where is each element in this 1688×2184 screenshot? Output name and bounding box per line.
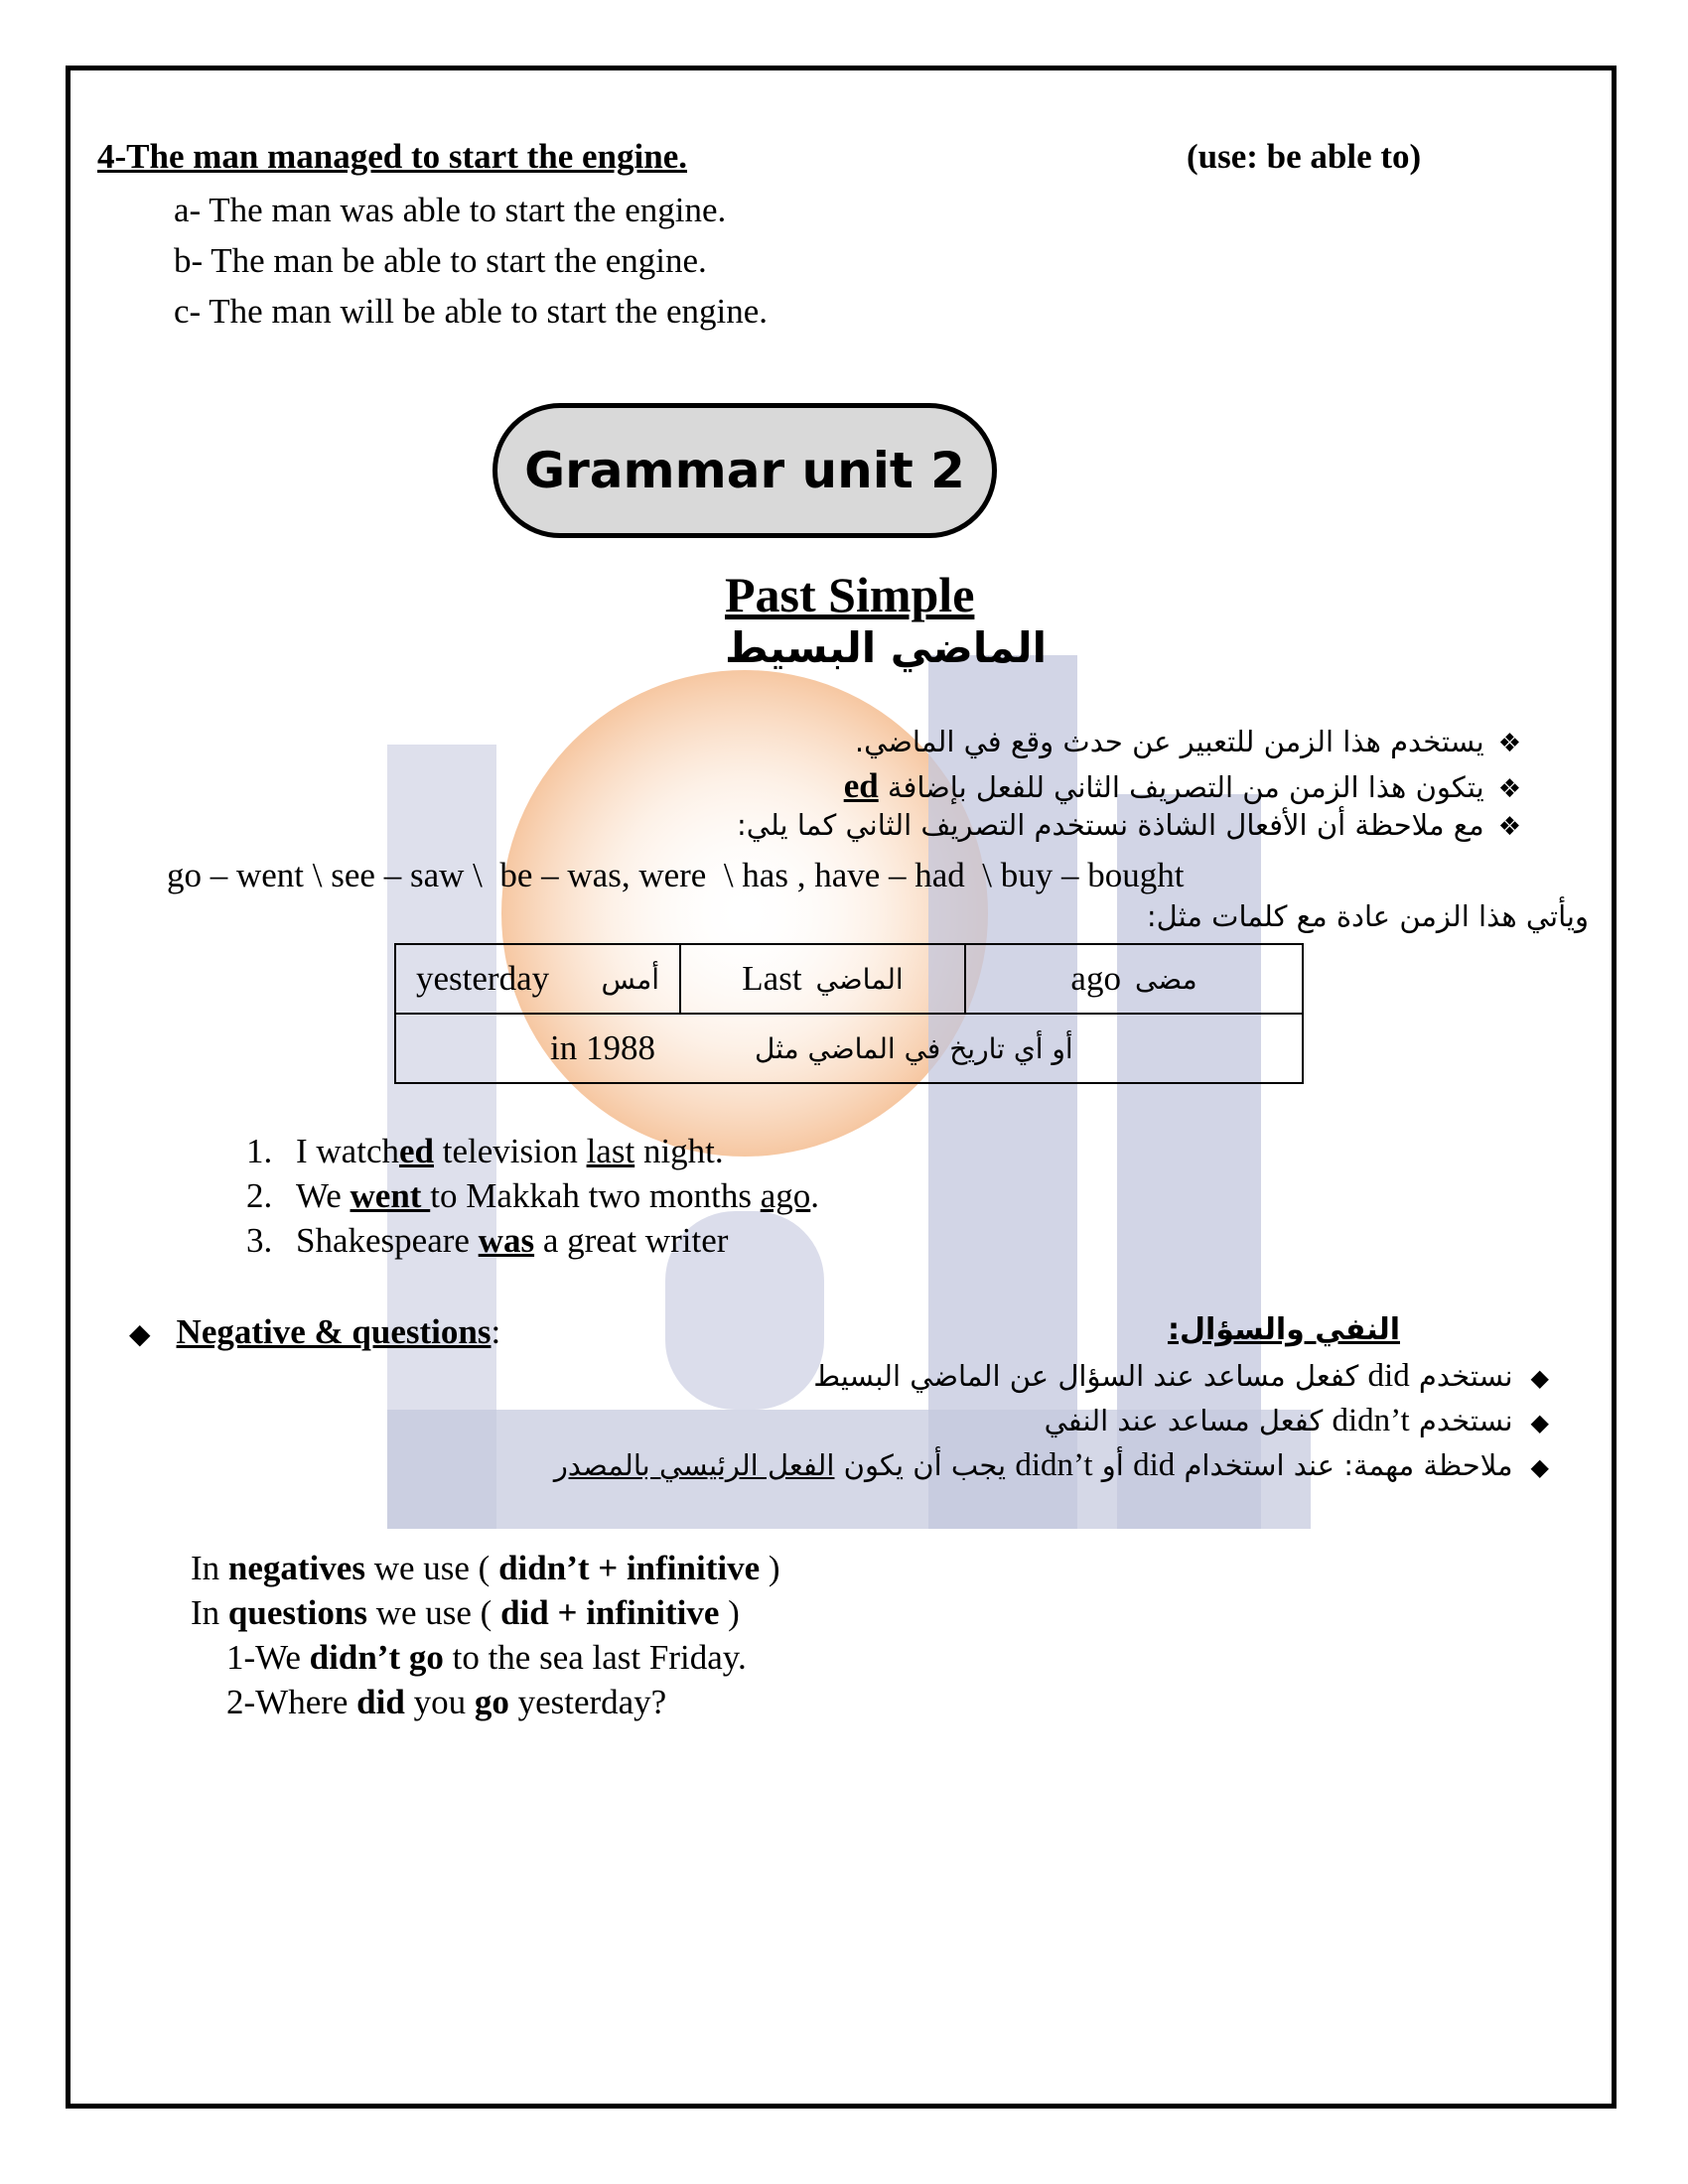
diamond-bullet-icon: ◆ xyxy=(129,1319,151,1350)
usage-bullet-3: ❖مع ملاحظة أن الأفعال الشاذة نستخدم التصريف الثاني كما يلي: xyxy=(737,808,1521,842)
usage-bullet-1: ❖يستخدم هذا الزمن للتعبير عن حدث وقع في الماضي. xyxy=(854,725,1521,758)
section-heading-en: Past Simple xyxy=(725,567,975,622)
table-cell xyxy=(395,1014,1303,1083)
table-row xyxy=(395,944,1303,1014)
diamond-bullet-icon: ◆ xyxy=(1530,1364,1549,1392)
negatives-bullet-3: ◆ملاحظة مهمة: عند استخدام did أو didn’t يجب أن يكون الفعل الرئيسي بالمصدر xyxy=(553,1447,1549,1483)
negatives-bullet-1: ◆نستخدم did كفعل مساعد عند السؤال عن الماضي البسيط xyxy=(813,1358,1549,1394)
unit-title-pill xyxy=(492,403,997,538)
time-word-ar: مضى xyxy=(1134,962,1197,996)
table-row xyxy=(395,1014,1303,1083)
diamond-bullet-icon: ❖ xyxy=(1497,729,1521,758)
question-title: 4-The man managed to start the engine. xyxy=(97,137,687,176)
irregular-verbs-line: go – went \ see – saw \ be – was, were \ has , have – had \ buy – bought xyxy=(167,856,1185,894)
unit-label: Grammar unit 2 xyxy=(524,442,965,499)
rule-example-1: 1-We didn’t go to the sea last Friday. xyxy=(226,1638,747,1677)
date-example-ar: أو أي تاريخ في الماضي مثل xyxy=(754,1031,1073,1065)
ed-suffix: ed xyxy=(843,766,879,805)
section-heading-ar: الماضي البسيط xyxy=(725,623,1047,672)
rule-questions: In questions we use ( did + infinitive ) xyxy=(191,1593,740,1632)
diamond-bullet-icon: ◆ xyxy=(1530,1409,1549,1436)
table-cell xyxy=(680,944,965,1014)
negatives-heading-ar: النفي والسؤال: xyxy=(1167,1312,1400,1347)
time-word-en: Last xyxy=(742,959,802,998)
time-words-table xyxy=(394,943,1304,1084)
example-2: 2. We went to Makkah two months ago. xyxy=(246,1176,819,1215)
table-cell xyxy=(395,944,680,1014)
diamond-bullet-icon: ❖ xyxy=(1497,812,1521,842)
time-word-en: ago xyxy=(1070,959,1121,998)
negatives-bullet-2: ◆نستخدم didn’t كفعل مساعد عند النفي xyxy=(1044,1403,1549,1438)
rule-negatives: In negatives we use ( didn’t + infinitive ) xyxy=(191,1549,780,1587)
rule-example-2: 2-Where did you go yesterday? xyxy=(226,1683,667,1721)
option-b: b- The man be able to start the engine. xyxy=(174,241,707,280)
time-words-intro: ويأتي هذا الزمن عادة مع كلمات مثل: xyxy=(1146,899,1589,933)
negatives-heading: ◆ Negative & questions: xyxy=(129,1312,501,1351)
date-example: in 1988 xyxy=(550,1028,655,1067)
time-word-en: yesterday xyxy=(416,959,550,998)
time-word-ar: أمس xyxy=(601,962,659,996)
question-hint: (use: be able to) xyxy=(1187,137,1422,176)
option-c: c- The man will be able to start the engine. xyxy=(174,292,769,331)
usage-bullet-2: ❖يتكون هذا الزمن من التصريف الثاني للفعل بإضافة ed xyxy=(843,766,1521,805)
example-3: 3. Shakespeare was a great writer xyxy=(246,1221,729,1260)
example-1: 1. I watched television last night. xyxy=(246,1132,724,1170)
time-word-ar: الماضي xyxy=(815,962,904,996)
table-cell xyxy=(965,944,1303,1014)
diamond-bullet-icon: ❖ xyxy=(1497,774,1521,804)
option-a: a- The man was able to start the engine. xyxy=(174,191,727,229)
diamond-bullet-icon: ◆ xyxy=(1530,1453,1549,1481)
